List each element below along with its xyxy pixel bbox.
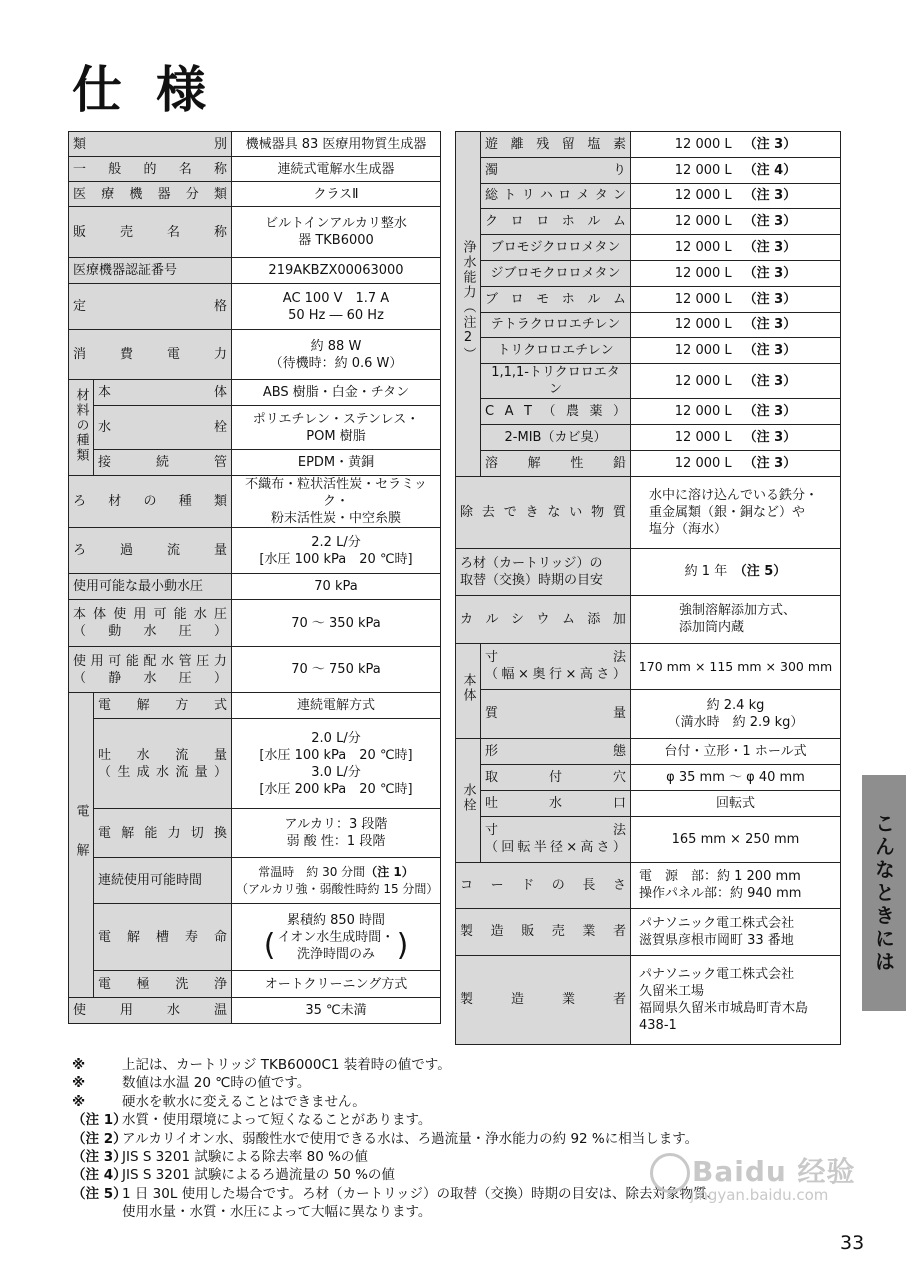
spec-value: ポリエチレン・ステンレス・ POM 樹脂 (232, 406, 441, 450)
spec-row (69, 719, 441, 809)
purify-row (456, 450, 841, 476)
spec-label: 一 般 的 名 称 (73, 161, 227, 177)
spec-value: 2.2 L/分 [水圧 100 kPa 20 ℃時] (232, 528, 441, 574)
purify-group: 浄水能力（注2） (456, 132, 481, 477)
spec-row (456, 816, 841, 862)
spec-row (69, 330, 441, 380)
spec-label: 寸 法 （ 回 転 半 径 × 高 さ ） (481, 816, 631, 862)
spec-label: 電 解 方 式 (98, 698, 227, 713)
purify-value: 12 000 L （注 3） (631, 183, 841, 209)
spec-label: 吐 水 流 量 （ 生 成 水 流 量 ） (94, 719, 232, 809)
spec-value: AC 100 V 1.7 A 50 Hz ― 60 Hz (232, 284, 441, 330)
purify-value: 12 000 L （注 3） (631, 312, 841, 338)
purify-value: 12 000 L （注 3） (631, 399, 841, 425)
purify-value: 12 000 L （注 3） (631, 132, 841, 158)
purify-row (456, 132, 841, 158)
spec-row (69, 476, 441, 528)
purify-label: C A T （ 農 薬 ） (485, 404, 626, 420)
spec-value: 約 2.4 kg （満水時 約 2.9 kg） (631, 689, 841, 738)
spec-value: 約 1 年 （注 5） (631, 548, 841, 595)
purify-value: 12 000 L （注 3） (631, 424, 841, 450)
page-number: 33 (840, 1232, 865, 1254)
spec-value: クラスⅡ (232, 182, 441, 207)
spec-row (69, 998, 441, 1024)
spec-label: 質 量 (485, 706, 626, 722)
purify-value: 12 000 L （注 3） (631, 260, 841, 286)
spec-value: φ 35 mm 〜 φ 40 mm (631, 764, 841, 790)
spec-table-left (68, 131, 441, 1024)
spec-row (69, 809, 441, 858)
spec-value: 70 〜 750 kPa (232, 647, 441, 693)
spec-label: 電 極 洗 浄 (98, 976, 227, 992)
side-tab-label: こんなときには (871, 812, 896, 974)
purify-row (456, 399, 841, 425)
purify-label: ブロモジクロロメタン (490, 240, 621, 256)
spec-label: 定 格 (73, 299, 227, 314)
spec-label: ろ材（カートリッジ）の 取替（交換）時期の目安 (456, 548, 631, 595)
spec-value: 35 ℃未満 (232, 998, 441, 1024)
page-title: 仕様 (72, 61, 240, 119)
footnote: （注 5）1 日 30L 使用した場合です。ろ材（カートリッジ）の取替（交換）時期の目安は、除去対象物質、 (72, 1185, 721, 1202)
spec-value: 165 mm × 250 mm (631, 816, 841, 862)
spec-table-right (455, 131, 841, 1045)
purify-row (456, 338, 841, 364)
spec-label: 連続使用可能時間 (94, 858, 232, 904)
spec-label: 取 付 穴 (485, 769, 626, 785)
spec-label: 製 造 業 者 (460, 992, 626, 1008)
footnote: 使用水量・水質・水圧によって大幅に異なります。 (122, 1204, 432, 1221)
spec-label: 本 体 使 用 可 能 水 圧 （ 動 水 圧 ） (69, 600, 232, 647)
spec-value: 機械器具 83 医療用物質生成器 (232, 132, 441, 157)
purify-value: 12 000 L （注 3） (631, 364, 841, 399)
spec-row (69, 450, 441, 476)
spec-label: コ ー ド の 長 さ (460, 877, 626, 893)
spec-row (69, 157, 441, 182)
spec-value: 連続電解方式 (232, 693, 441, 719)
spec-label: 吐 水 口 (485, 795, 626, 811)
spec-row (69, 258, 441, 284)
spec-value: パナソニック電工株式会社 滋賀県彦根市岡町 33 番地 (631, 908, 841, 955)
spec-row (69, 600, 441, 647)
footnote: ※ 数値は水温 20 ℃時の値です。 (72, 1075, 311, 1092)
footnotes (72, 1056, 720, 1222)
spec-label: ろ 材 の 種 類 (73, 494, 227, 509)
footnote: （注 4）JIS S 3201 試験によるろ過流量の 50 %の値 (72, 1167, 395, 1184)
spec-label: 除 去 で き な い 物 質 (460, 504, 626, 520)
spec-label: 使 用 水 温 (73, 1003, 227, 1018)
spec-row (456, 790, 841, 816)
spec-value: 台付・立形・1 ホール式 (631, 738, 841, 764)
side-tab[interactable] (862, 775, 906, 1011)
purify-label: 2-MIB（カビ臭） (504, 429, 607, 445)
purify-label: ブ ロ モ ホ ル ム (485, 291, 626, 307)
spec-label: 使用可能な最小動水圧 (69, 574, 232, 600)
purify-label: 総 ト リ ハ ロ メ タ ン (485, 188, 626, 204)
spec-row (69, 132, 441, 157)
footnote: （注 1）水質・使用環境によって短くなることがあります。 (72, 1112, 432, 1129)
materials-group: 材料の種類 (69, 380, 94, 476)
purify-row (456, 260, 841, 286)
purify-label: トリクロロエチレン (497, 343, 614, 359)
purify-row (456, 157, 841, 183)
spec-label: 水 栓 (98, 420, 227, 435)
purify-row (456, 183, 841, 209)
spec-row (69, 182, 441, 207)
purify-label: 1,1,1-トリクロロエタン (491, 365, 620, 398)
spec-label: 消 費 電 力 (73, 347, 227, 362)
spec-label: 電 解 能 力 切 換 (98, 825, 227, 841)
purify-value: 12 000 L （注 3） (631, 209, 841, 235)
purify-rows (456, 132, 841, 477)
purify-value: 12 000 L （注 4） (631, 157, 841, 183)
spec-row (456, 548, 841, 595)
spec-label: 類 別 (73, 136, 227, 152)
spec-value: 170 mm × 115 mm × 300 mm (631, 643, 841, 689)
spec-row (456, 476, 841, 548)
purify-value: 12 000 L （注 3） (631, 235, 841, 261)
spec-value: 水中に溶け込んでいる鉄分・ 重金属類（銀・銅など）や 塩分（海水） (631, 476, 841, 548)
spec-row (456, 643, 841, 689)
spec-value: 常温時 約 30 分間（注 1） （アルカリ強・弱酸性時約 15 分間） (232, 858, 441, 904)
spec-value: 219AKBZX00063000 (232, 258, 441, 284)
purify-label: ジブロモクロロメタン (490, 265, 621, 281)
body-group: 本体 (456, 643, 481, 738)
purify-label: テトラクロロエチレン (490, 317, 621, 333)
spec-value: ビルトインアルカリ整水器 TKB6000 (232, 207, 441, 258)
spec-row (456, 595, 841, 643)
spec-value: オートクリーニング方式 (232, 971, 441, 998)
footnote: ※ 上記は、カートリッジ TKB6000C1 装着時の値です。 (72, 1057, 451, 1073)
purify-value: 12 000 L （注 3） (631, 338, 841, 364)
spec-row (456, 955, 841, 1044)
purify-row (456, 286, 841, 312)
spec-label: 医療機器認証番号 (69, 258, 232, 284)
purify-row (456, 312, 841, 338)
spec-value: 70 〜 350 kPa (232, 600, 441, 647)
spec-row (69, 528, 441, 574)
spec-row (69, 207, 441, 258)
spec-value: パナソニック電工株式会社 久留米工場 福岡県久留米市城島町青木島 438-1 (631, 955, 841, 1044)
spec-label: 接 続 管 (98, 455, 227, 470)
purify-row (456, 209, 841, 235)
spec-value: 不織布・粒状活性炭・セラミック・ 粉末活性炭・中空糸膜 (232, 476, 441, 528)
spec-value: 70 kPa (232, 574, 441, 600)
spec-row (69, 904, 441, 971)
spec-value: 回転式 (631, 790, 841, 816)
spec-row (456, 908, 841, 955)
purify-value: 12 000 L （注 3） (631, 286, 841, 312)
purify-label: ク ロ ロ ホ ル ム (485, 214, 626, 230)
spec-value: EPDM・黄銅 (232, 450, 441, 476)
purify-label: 遊 離 残 留 塩 素 (485, 136, 626, 152)
spec-value: ABS 樹脂・白金・チタン (232, 380, 441, 406)
spec-label: 寸 法 （ 幅 × 奥 行 × 高 さ ） (481, 643, 631, 689)
spec-value: 累積約 850 時間 ( イオン水生成時間・ 洗浄時間のみ ) (232, 904, 441, 971)
spec-value: 2.0 L/分 [水圧 100 kPa 20 ℃時] 3.0 L/分 [水圧 200 kPa 20 ℃時] (232, 719, 441, 809)
faucet-group: 水栓 (456, 738, 481, 862)
spec-value: 連続式電解水生成器 (232, 157, 441, 182)
spec-row (69, 858, 441, 904)
spec-row (456, 738, 841, 764)
purify-row (456, 364, 841, 399)
electrolysis-group: 電解 (69, 693, 94, 998)
purify-label: 溶 解 性 鉛 (485, 455, 626, 471)
spec-row (69, 574, 441, 600)
purify-label: 濁 り (485, 162, 626, 178)
spec-value: アルカリ：3 段階 弱 酸 性：1 段階 (232, 809, 441, 858)
paw-icon (650, 1153, 690, 1193)
spec-row (69, 284, 441, 330)
purify-value: 12 000 L （注 3） (631, 450, 841, 476)
spec-label: 電 解 槽 寿 命 (98, 929, 227, 945)
spec-row (69, 647, 441, 693)
spec-row (69, 380, 441, 406)
spec-label: 本 体 (98, 385, 227, 400)
spec-label: カ ル シ ウ ム 添 加 (460, 611, 626, 627)
spec-label: 形 態 (485, 743, 626, 759)
spec-row (69, 693, 441, 719)
spec-value: 電 源 部：約 1 200 mm 操作パネル部：約 940 mm (631, 862, 841, 908)
footnote: （注 3）JIS S 3201 試験による除去率 80 %の値 (72, 1149, 368, 1166)
spec-label: ろ 過 流 量 (73, 543, 227, 558)
spec-value: 強制溶解添加方式、 添加筒内蔵 (631, 595, 841, 643)
purify-row (456, 424, 841, 450)
spec-label: 医 療 機 器 分 類 (73, 186, 227, 202)
footnote: ※ 硬水を軟水に変えることはできません。 (72, 1093, 366, 1110)
purify-row (456, 235, 841, 261)
watermark: Baidu 经验 (648, 1150, 856, 1193)
spec-label: 製 造 販 売 業 者 (460, 924, 626, 940)
spec-value: 約 88 W （待機時：約 0.6 W） (232, 330, 441, 380)
watermark-url: jingyan.baidu.com (690, 1186, 829, 1204)
spec-label: 販 売 名 称 (73, 224, 227, 240)
spec-row (69, 406, 441, 450)
spec-row (69, 971, 441, 998)
spec-row (456, 764, 841, 790)
spec-label: 使 用 可 能 配 水 管 圧 力 （ 静 水 圧 ） (69, 647, 232, 693)
footnote: （注 2）アルカリイオン水、弱酸性水で使用できる水は、ろ過流量・浄水能力の約 92 %に相当します。 (72, 1130, 699, 1147)
spec-row (456, 862, 841, 908)
spec-row (456, 689, 841, 738)
